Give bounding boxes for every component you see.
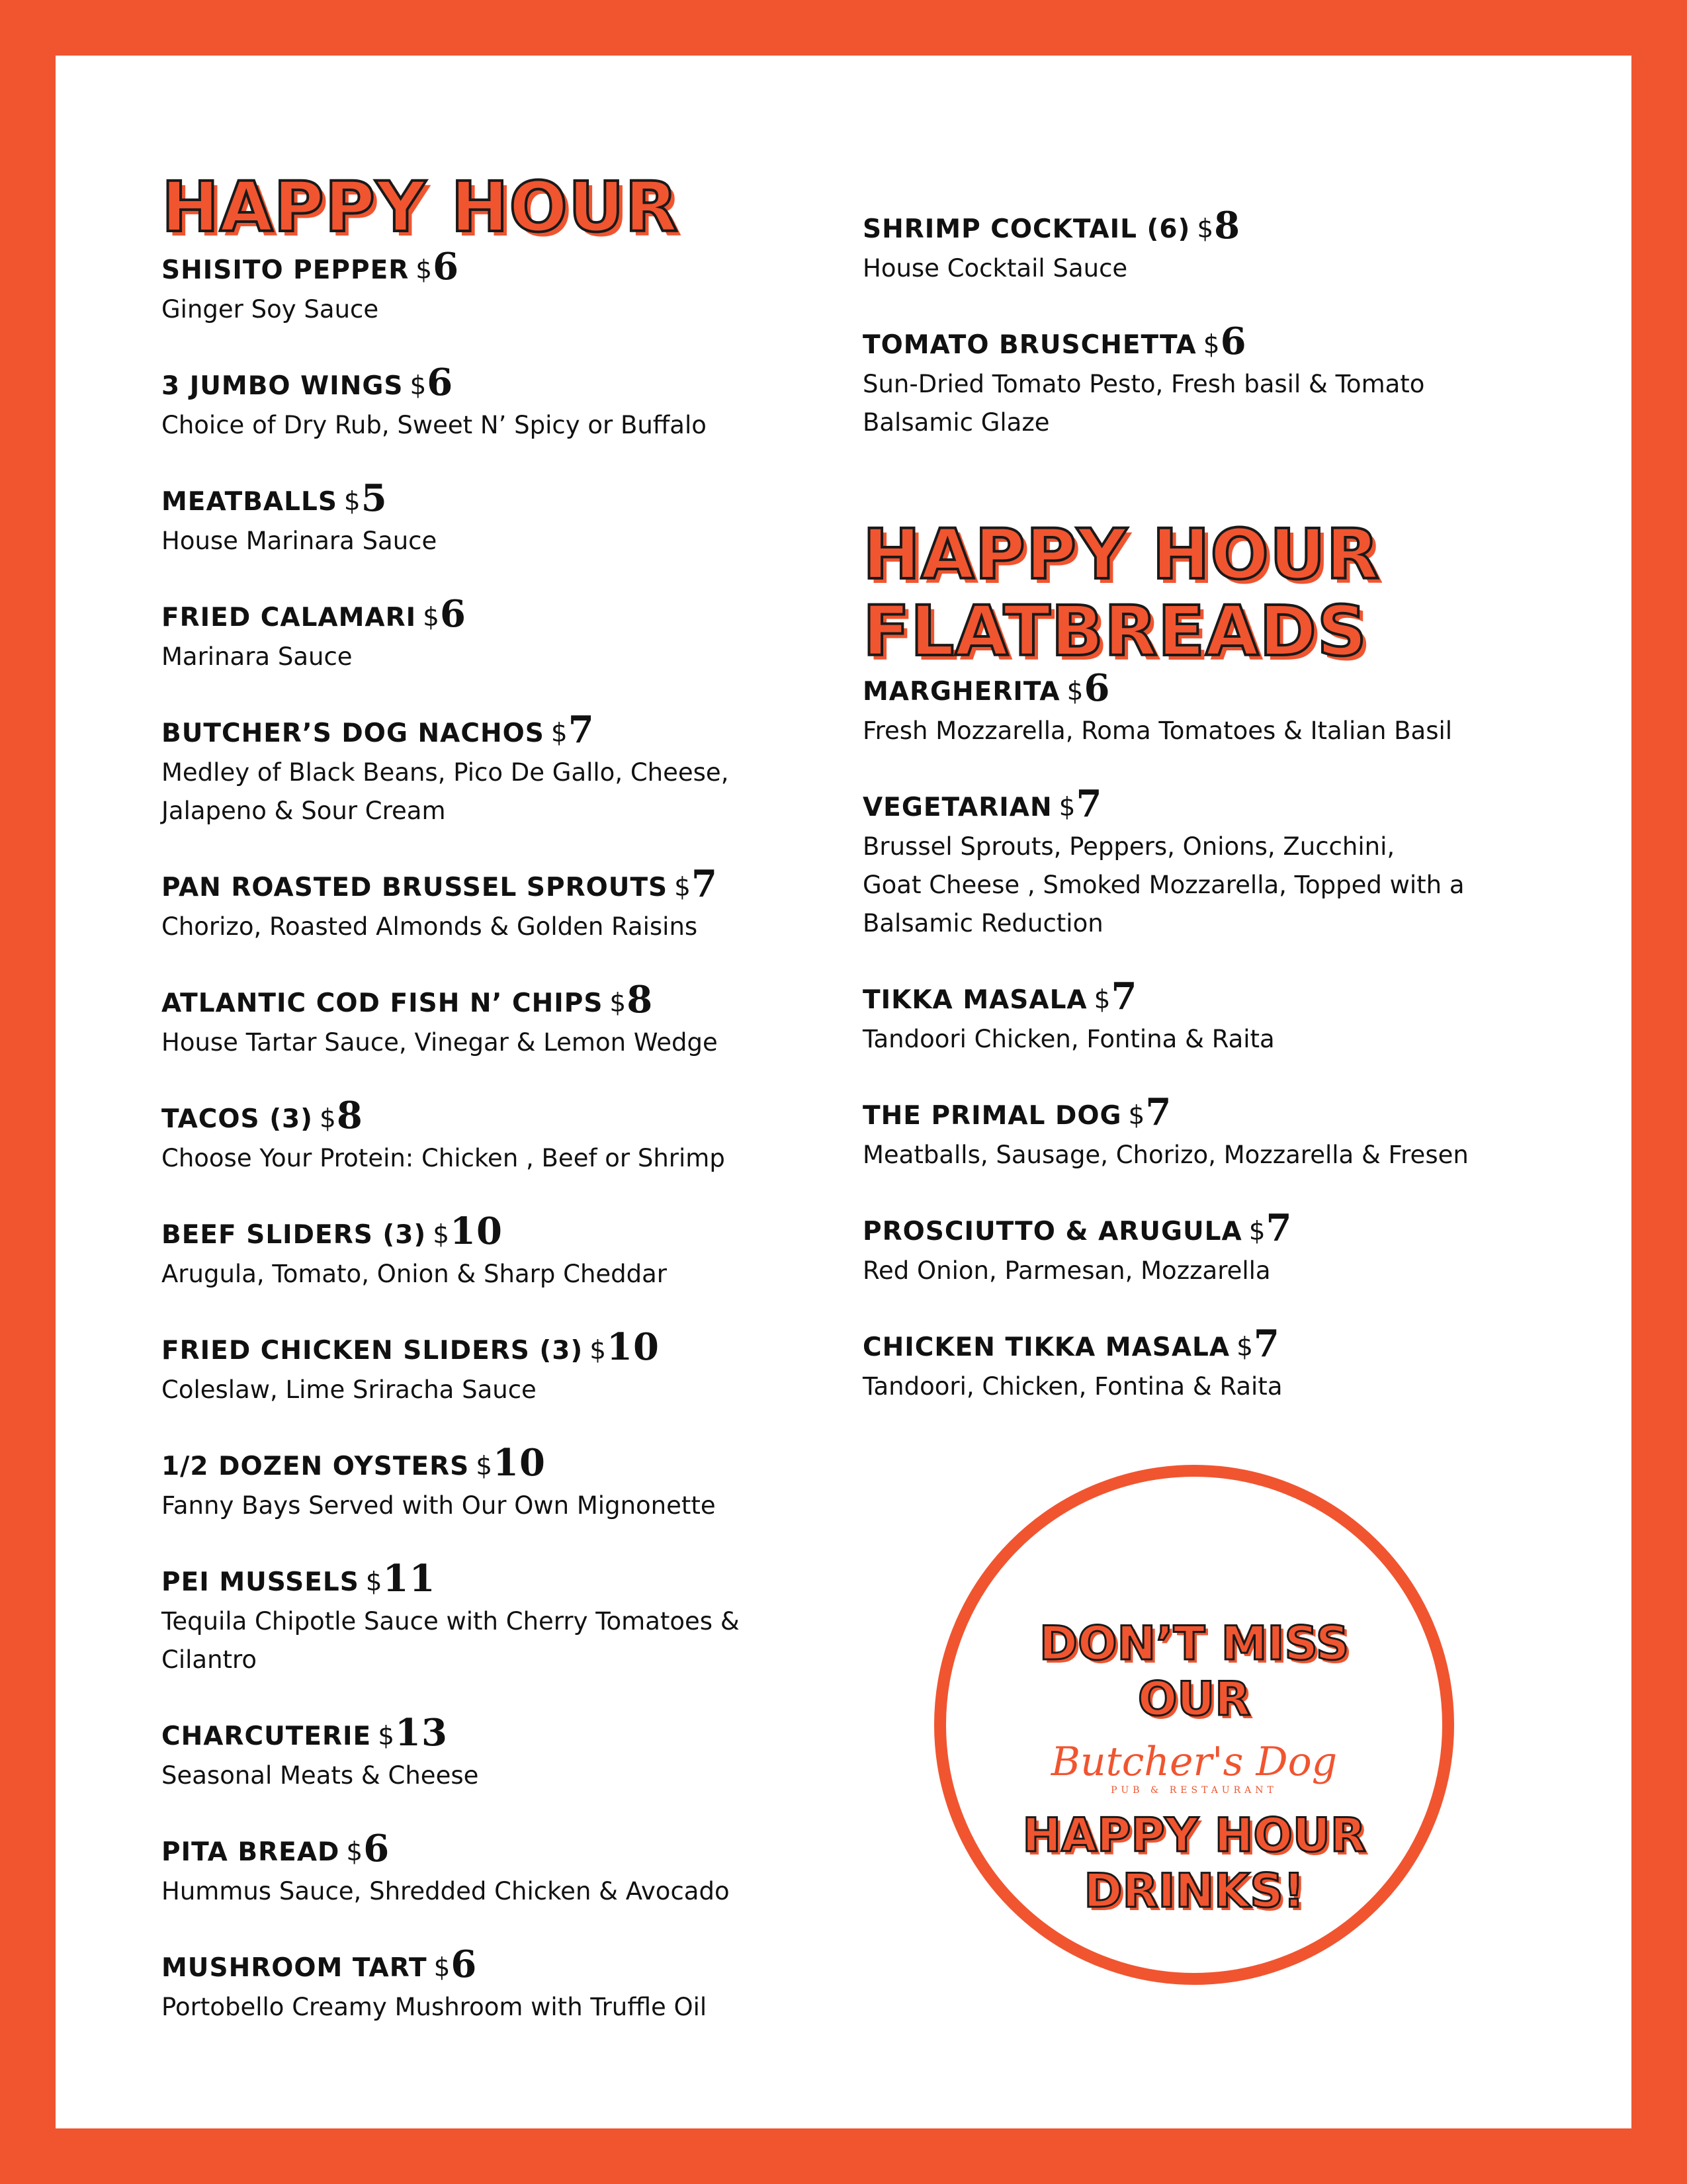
menu-item-name: PAN ROASTED BRUSSEL SPROUTS bbox=[161, 873, 668, 902]
menu-item-title bbox=[863, 1092, 1469, 1136]
menu-item bbox=[863, 1324, 1283, 1406]
menu-item-dollar-sign: $ bbox=[1059, 793, 1076, 822]
menu-item-name: MUSHROOM TART bbox=[161, 1953, 427, 1983]
promo-line4: DRINKS! bbox=[1084, 1864, 1305, 1918]
menu-item-name: FRIED CHICKEN SLIDERS (3) bbox=[161, 1336, 584, 1366]
menu-item-description: Arugula, Tomato, Onion & Sharp Cheddar bbox=[161, 1260, 668, 1288]
menu-item-price: 8 bbox=[627, 978, 654, 1022]
menu-item-name: BUTCHER’S DOG NACHOS bbox=[161, 719, 544, 748]
menu-item-description: Fresh Mozzarella, Roma Tomatoes & Italian Basil bbox=[863, 717, 1453, 745]
menu-item-price: 7 bbox=[1111, 975, 1138, 1018]
menu-item-price: 6 bbox=[439, 592, 466, 636]
menu-item-title bbox=[161, 710, 728, 754]
menu-item-dollar-sign: $ bbox=[433, 1220, 451, 1250]
menu-item-title bbox=[863, 206, 1240, 249]
promo-line3: HAPPY HOUR bbox=[1022, 1808, 1366, 1862]
menu-item bbox=[863, 668, 1452, 750]
menu-item-price: 8 bbox=[1214, 204, 1241, 247]
menu-item bbox=[863, 1208, 1292, 1290]
menu-item-description: Ginger Soy Sauce bbox=[161, 295, 379, 324]
menu-item-dollar-sign: $ bbox=[378, 1722, 396, 1751]
menu-item-title bbox=[863, 322, 1424, 365]
menu-item-description: Sun-Dried Tomato Pesto, Fresh basil & Tomato Balsamic Glaze bbox=[863, 370, 1425, 437]
menu-item-dollar-sign: $ bbox=[365, 1567, 383, 1597]
flatbreads-heading-line2: FLATBREADS bbox=[863, 591, 1367, 672]
menu-item-title bbox=[161, 1096, 725, 1139]
menu-item-name: SHRIMP COCKTAIL (6) bbox=[863, 214, 1191, 244]
menu-item-name: 1/2 DOZEN OYSTERS bbox=[161, 1452, 470, 1481]
menu-item-dollar-sign: $ bbox=[609, 988, 627, 1018]
menu-item-title bbox=[161, 363, 707, 406]
menu-item-description: Red Onion, Parmesan, Mozzarella bbox=[863, 1256, 1271, 1285]
menu-item-dollar-sign: $ bbox=[1248, 1217, 1266, 1246]
menu-item-description: Choose Your Protein: Chicken , Beef or Shrimp bbox=[161, 1144, 725, 1172]
menu-item-title bbox=[161, 594, 466, 638]
menu-item-dollar-sign: $ bbox=[343, 487, 361, 517]
menu-item-title bbox=[161, 1713, 478, 1757]
menu-item-dollar-sign: $ bbox=[476, 1452, 494, 1481]
menu-item bbox=[161, 1443, 716, 1525]
menu-item-price: 6 bbox=[433, 245, 460, 288]
menu-item-name: PEI MUSSELS bbox=[161, 1567, 359, 1597]
menu-item-name: VEGETARIAN bbox=[863, 793, 1053, 822]
menu-item-price: 10 bbox=[493, 1441, 546, 1485]
menu-item-description: Brussel Sprouts, Peppers, Onions, Zucchini, Goat Cheese , Smoked Mozzarella, Topped with a Balsamic Reduction bbox=[863, 832, 1465, 938]
menu-item-dollar-sign: $ bbox=[550, 719, 568, 748]
menu-item-name: FRIED CALAMARI bbox=[161, 603, 417, 633]
menu-item-name: THE PRIMAL DOG bbox=[863, 1101, 1122, 1131]
menu-item-name: PROSCIUTTO & ARUGULA bbox=[863, 1217, 1242, 1246]
menu-item-title bbox=[161, 478, 437, 522]
menu-item-title bbox=[161, 1327, 660, 1371]
menu-item-name: SHISITO PEPPER bbox=[161, 255, 410, 285]
menu-item-price: 7 bbox=[1076, 782, 1103, 826]
menu-item bbox=[161, 1211, 667, 1293]
menu-item bbox=[161, 1327, 660, 1409]
menu-item-dollar-sign: $ bbox=[415, 255, 433, 285]
butchers-dog-logo bbox=[946, 1740, 1442, 1797]
menu-item-title bbox=[863, 1208, 1292, 1252]
menu-item-title bbox=[161, 980, 718, 1024]
menu-item-description: Fanny Bays Served with Our Own Mignonette bbox=[161, 1491, 716, 1520]
menu-item-dollar-sign: $ bbox=[1066, 677, 1084, 707]
flatbreads-heading-line1: HAPPY HOUR bbox=[863, 514, 1380, 595]
menu-item-price: 10 bbox=[607, 1325, 660, 1369]
menu-item-price: 7 bbox=[691, 862, 718, 906]
menu-item-price: 13 bbox=[395, 1711, 448, 1755]
menu-item-description: Choice of Dry Rub, Sweet N’ Spicy or Buffalo bbox=[161, 411, 707, 439]
menu-item-dollar-sign: $ bbox=[1094, 985, 1111, 1015]
menu-item-description: Tequila Chipotle Sauce with Cherry Tomatoes & Cilantro bbox=[161, 1607, 740, 1674]
menu-item-price: 6 bbox=[1084, 666, 1111, 710]
menu-item-title bbox=[161, 1829, 730, 1872]
menu-item-title bbox=[863, 784, 1465, 828]
menu-item-description: Tandoori, Chicken, Fontina & Raita bbox=[863, 1372, 1283, 1401]
menu-item-name: TOMATO BRUSCHETTA bbox=[863, 330, 1197, 360]
menu-item-dollar-sign: $ bbox=[1203, 330, 1221, 360]
drinks-promo-circle bbox=[934, 1465, 1454, 1985]
menu-item-name: MEATBALLS bbox=[161, 487, 337, 517]
menu-item bbox=[863, 977, 1275, 1059]
menu-item-description: House Tartar Sauce, Vinegar & Lemon Wedge bbox=[161, 1028, 718, 1057]
menu-item-dollar-sign: $ bbox=[1197, 214, 1215, 244]
menu-item bbox=[161, 1713, 478, 1795]
menu-item bbox=[863, 1092, 1469, 1174]
menu-item-description: Portobello Creamy Mushroom with Truffle Oil bbox=[161, 1993, 707, 2021]
menu-item bbox=[161, 1829, 730, 1911]
menu-item-name: TACOS (3) bbox=[161, 1104, 313, 1134]
menu-item bbox=[863, 206, 1240, 288]
menu-item-name: CHARCUTERIE bbox=[161, 1722, 372, 1751]
menu-item bbox=[161, 864, 718, 946]
menu-item bbox=[161, 980, 718, 1062]
menu-item-name: CHICKEN TIKKA MASALA bbox=[863, 1332, 1231, 1362]
menu-item bbox=[161, 1096, 725, 1178]
menu-item-dollar-sign: $ bbox=[433, 1953, 451, 1983]
menu-item-dollar-sign: $ bbox=[1128, 1101, 1146, 1131]
menu-item bbox=[161, 594, 466, 676]
menu-item-title bbox=[863, 1324, 1283, 1368]
menu-item-dollar-sign: $ bbox=[410, 371, 427, 401]
menu-item-name: PITA BREAD bbox=[161, 1837, 340, 1867]
menu-item bbox=[161, 1944, 707, 2027]
logo-script-text: Butcher's Dog bbox=[1051, 1739, 1338, 1785]
menu-item-price: 6 bbox=[1220, 320, 1247, 363]
menu-item-price: 6 bbox=[451, 1943, 478, 1986]
menu-item-title bbox=[161, 864, 718, 908]
menu-item-description: Marinara Sauce bbox=[161, 642, 353, 671]
menu-item-description: House Cocktail Sauce bbox=[863, 254, 1128, 283]
menu-item-dollar-sign: $ bbox=[1236, 1332, 1254, 1362]
menu-item-description: Coleslaw, Lime Sriracha Sauce bbox=[161, 1376, 537, 1404]
menu-item-price: 7 bbox=[568, 708, 595, 752]
menu-item-title bbox=[161, 1944, 707, 1988]
menu-item bbox=[863, 784, 1465, 943]
menu-item-price: 7 bbox=[1253, 1322, 1280, 1366]
menu-item-description: Seasonal Meats & Cheese bbox=[161, 1761, 479, 1790]
menu-item bbox=[161, 363, 707, 445]
menu-item-description: House Marinara Sauce bbox=[161, 527, 437, 555]
menu-item bbox=[161, 247, 459, 329]
menu-item-name: MARGHERITA bbox=[863, 677, 1060, 707]
menu-item-dollar-sign: $ bbox=[423, 603, 440, 633]
menu-item-description: Meatballs, Sausage, Chorizo, Mozzarella & Fresen bbox=[863, 1141, 1469, 1169]
menu-item-price: 6 bbox=[363, 1827, 390, 1870]
menu-item-title bbox=[161, 1443, 716, 1487]
menu-item-title bbox=[161, 1559, 740, 1602]
menu-item-dollar-sign: $ bbox=[346, 1837, 364, 1867]
menu-item-price: 5 bbox=[361, 476, 388, 520]
menu-item-title bbox=[863, 668, 1452, 712]
logo-subtitle: PUB & RESTAURANT bbox=[1111, 1785, 1277, 1796]
menu-item bbox=[161, 710, 728, 830]
menu-item-price: 10 bbox=[450, 1209, 503, 1253]
menu-item-dollar-sign: $ bbox=[674, 873, 691, 902]
menu-item-price: 8 bbox=[336, 1094, 363, 1137]
menu-item-dollar-sign: $ bbox=[589, 1336, 607, 1366]
menu-item-description: Hummus Sauce, Shredded Chicken & Avocado bbox=[161, 1877, 730, 1905]
menu-item-description: Medley of Black Beans, Pico De Gallo, Cheese, Jalapeno & Sour Cream bbox=[161, 758, 729, 825]
menu-item-description: Tandoori Chicken, Fontina & Raita bbox=[863, 1025, 1275, 1053]
menu-item bbox=[863, 322, 1424, 442]
menu-item-dollar-sign: $ bbox=[319, 1104, 337, 1134]
menu-item bbox=[161, 1559, 740, 1679]
menu-item-title bbox=[161, 1211, 667, 1255]
menu-item-price: 11 bbox=[382, 1557, 436, 1600]
menu-item-name: 3 JUMBO WINGS bbox=[161, 371, 404, 401]
menu-item-title bbox=[161, 247, 459, 290]
promo-line1: DON’T MISS bbox=[1039, 1616, 1350, 1671]
menu-item-name: TIKKA MASALA bbox=[863, 985, 1088, 1015]
flatbreads-heading bbox=[863, 516, 1379, 670]
promo-line2: OUR bbox=[1137, 1672, 1251, 1726]
menu-item-title bbox=[863, 977, 1275, 1020]
menu-item-name: BEEF SLIDERS (3) bbox=[161, 1220, 427, 1250]
menu-item-price: 6 bbox=[427, 361, 454, 404]
menu-item-name: ATLANTIC COD FISH N’ CHIPS bbox=[161, 988, 603, 1018]
menu-item bbox=[161, 478, 437, 560]
menu-item-description: Chorizo, Roasted Almonds & Golden Raisins bbox=[161, 912, 698, 941]
menu-item-price: 7 bbox=[1145, 1090, 1172, 1134]
happy-hour-heading: HAPPY HOUR bbox=[161, 167, 679, 247]
menu-item-price: 7 bbox=[1266, 1206, 1293, 1250]
